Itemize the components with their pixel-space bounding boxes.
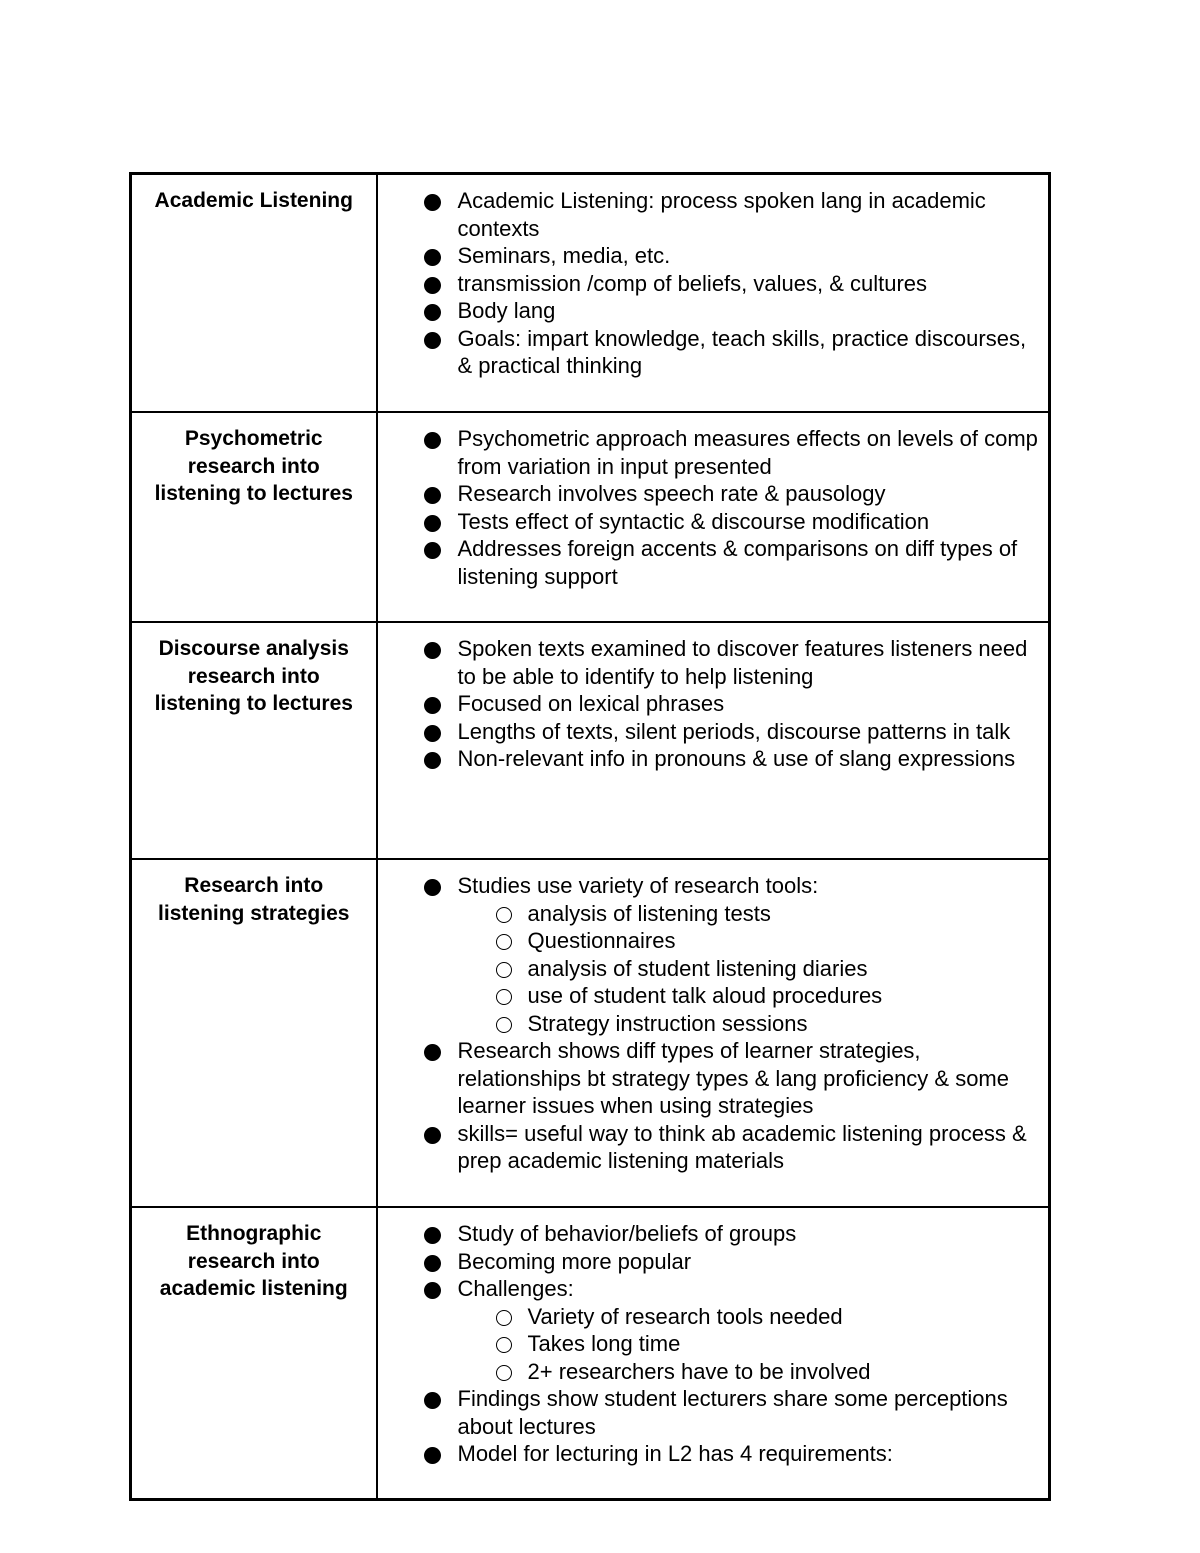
list-item — [378, 1248, 1041, 1276]
bullet-text: Research involves speech rate & pausology — [457, 481, 886, 506]
bullet-text: Psychometric approach measures effects on levels of comp from variation in input presented — [457, 426, 1038, 479]
bullet-text: Focused on lexical phrases — [457, 691, 725, 716]
notes-cell — [377, 859, 1050, 1207]
bullet-dot-icon — [424, 194, 441, 211]
table-row — [131, 174, 1050, 413]
bullet-ring-icon — [496, 1365, 512, 1381]
bullet-dot-icon — [424, 304, 441, 321]
list-item — [378, 745, 1041, 773]
list-item — [378, 1120, 1041, 1175]
bullet-dot-icon — [424, 1255, 441, 1272]
bullet-text: Findings show student lecturers share some perceptions about lectures — [457, 1386, 1008, 1439]
sub-list-item — [458, 955, 1041, 983]
bullet-ring-icon — [496, 962, 512, 978]
topic-cell — [131, 174, 377, 413]
table-row — [131, 1207, 1050, 1500]
bullet-list — [378, 1220, 1041, 1468]
bullet-dot-icon — [424, 1447, 441, 1464]
bullet-text: Academic Listening: process spoken lang in academic contexts — [457, 188, 986, 241]
bullet-list — [378, 635, 1041, 773]
sub-list-item — [458, 1303, 1041, 1331]
topic-label: Discourse analysis research into listening to lectures — [154, 637, 353, 715]
sub-list-item — [458, 1330, 1041, 1358]
bullet-text: Studies use variety of research tools: — [457, 873, 819, 898]
sub-bullet-list — [458, 1303, 1041, 1386]
bullet-dot-icon — [424, 752, 441, 769]
bullet-dot-icon — [424, 515, 441, 532]
notes-cell — [377, 174, 1050, 413]
sub-bullet-text: 2+ researchers have to be involved — [527, 1358, 871, 1384]
bullet-dot-icon — [424, 277, 441, 294]
bullet-text: Goals: impart knowledge, teach skills, practice discourses, & practical thinking — [457, 325, 1027, 378]
sub-bullet-text: Questionnaires — [527, 928, 676, 953]
bullet-dot-icon — [424, 1044, 441, 1061]
list-item — [378, 1220, 1041, 1248]
bullet-ring-icon — [496, 989, 512, 1005]
bullet-text: Lengths of texts, silent periods, discourse patterns in talk — [457, 718, 1011, 744]
bullet-text: Research shows diff types of learner strategies, relationships bt strategy types & lang proficiency & some learner issues when using strategies — [457, 1038, 1009, 1118]
list-item — [378, 1385, 1041, 1440]
bullet-text: Becoming more popular — [457, 1248, 692, 1274]
table-row — [131, 622, 1050, 859]
sub-bullet-text: use of student talk aloud procedures — [527, 983, 883, 1008]
notes-cell — [377, 412, 1050, 622]
bullet-ring-icon — [496, 1017, 512, 1033]
bullet-text: skills= useful way to think ab academic listening process & prep academic listening materials — [457, 1120, 1027, 1173]
list-item — [378, 1037, 1041, 1120]
list-item — [378, 187, 1041, 242]
sub-list-item — [458, 927, 1041, 955]
bullet-text: Spoken texts examined to discover features listeners need to be able to identify to help listening — [457, 636, 1028, 689]
topic-cell — [131, 622, 377, 859]
bullet-list — [378, 187, 1041, 380]
notes-cell — [377, 622, 1050, 859]
list-item — [378, 508, 1041, 536]
list-item — [378, 690, 1041, 718]
bullet-dot-icon — [424, 1227, 441, 1244]
list-item — [378, 872, 1041, 1037]
bullet-ring-icon — [496, 1310, 512, 1326]
bullet-text: Study of behavior/beliefs of groups — [457, 1221, 797, 1246]
list-item — [378, 270, 1041, 298]
topic-label: Psychometric research into listening to lectures — [154, 427, 353, 505]
bullet-dot-icon — [424, 332, 441, 349]
table-row — [131, 859, 1050, 1207]
sub-bullet-text: Takes long time — [527, 1331, 681, 1356]
bullet-list — [378, 425, 1041, 590]
bullet-list — [378, 872, 1041, 1175]
bullet-dot-icon — [424, 642, 441, 659]
list-item — [378, 325, 1041, 380]
list-item — [378, 718, 1041, 746]
bullet-text: Tests effect of syntactic & discourse modification — [457, 508, 930, 534]
notes-table — [129, 172, 1051, 1501]
bullet-text: Model for lecturing in L2 has 4 requirements: — [457, 1441, 893, 1466]
list-item — [378, 242, 1041, 270]
bullet-text: Non-relevant info in pronouns & use of slang expressions — [457, 746, 1016, 771]
list-item — [378, 635, 1041, 690]
bullet-text: transmission /comp of beliefs, values, & cultures — [457, 270, 928, 296]
sub-list-item — [458, 900, 1041, 928]
sub-bullet-text: analysis of listening tests — [527, 900, 771, 926]
list-item — [378, 297, 1041, 325]
bullet-dot-icon — [424, 725, 441, 742]
bullet-ring-icon — [496, 934, 512, 950]
sub-bullet-text: Variety of research tools needed — [527, 1303, 843, 1329]
sub-bullet-text: Strategy instruction sessions — [527, 1010, 808, 1036]
topic-cell — [131, 1207, 377, 1500]
list-item — [378, 1440, 1041, 1468]
bullet-dot-icon — [424, 487, 441, 504]
list-item — [378, 480, 1041, 508]
bullet-text: Addresses foreign accents & comparisons on diff types of listening support — [457, 536, 1018, 589]
list-item — [378, 535, 1041, 590]
topic-cell — [131, 859, 377, 1207]
bullet-dot-icon — [424, 432, 441, 449]
bullet-text: Challenges: — [457, 1276, 574, 1301]
bullet-ring-icon — [496, 907, 512, 923]
sub-bullet-text: analysis of student listening diaries — [527, 955, 868, 981]
bullet-ring-icon — [496, 1337, 512, 1353]
table-row — [131, 412, 1050, 622]
sub-bullet-list — [458, 900, 1041, 1038]
bullet-dot-icon — [424, 1282, 441, 1299]
bullet-dot-icon — [424, 542, 441, 559]
bullet-dot-icon — [424, 1392, 441, 1409]
bullet-dot-icon — [424, 1127, 441, 1144]
bullet-dot-icon — [424, 879, 441, 896]
bullet-dot-icon — [424, 697, 441, 714]
topic-label: Research into listening strategies — [158, 874, 350, 925]
notes-cell — [377, 1207, 1050, 1500]
sub-list-item — [458, 1010, 1041, 1038]
bullet-text: Seminars, media, etc. — [457, 243, 671, 268]
list-item — [378, 1275, 1041, 1385]
topic-label: Ethnographic research into academic listening — [159, 1222, 348, 1300]
bullet-text: Body lang — [457, 298, 556, 323]
topic-label: Academic Listening — [154, 189, 353, 212]
sub-list-item — [458, 982, 1041, 1010]
bullet-dot-icon — [424, 249, 441, 266]
topic-cell — [131, 412, 377, 622]
sub-list-item — [458, 1358, 1041, 1386]
list-item — [378, 425, 1041, 480]
